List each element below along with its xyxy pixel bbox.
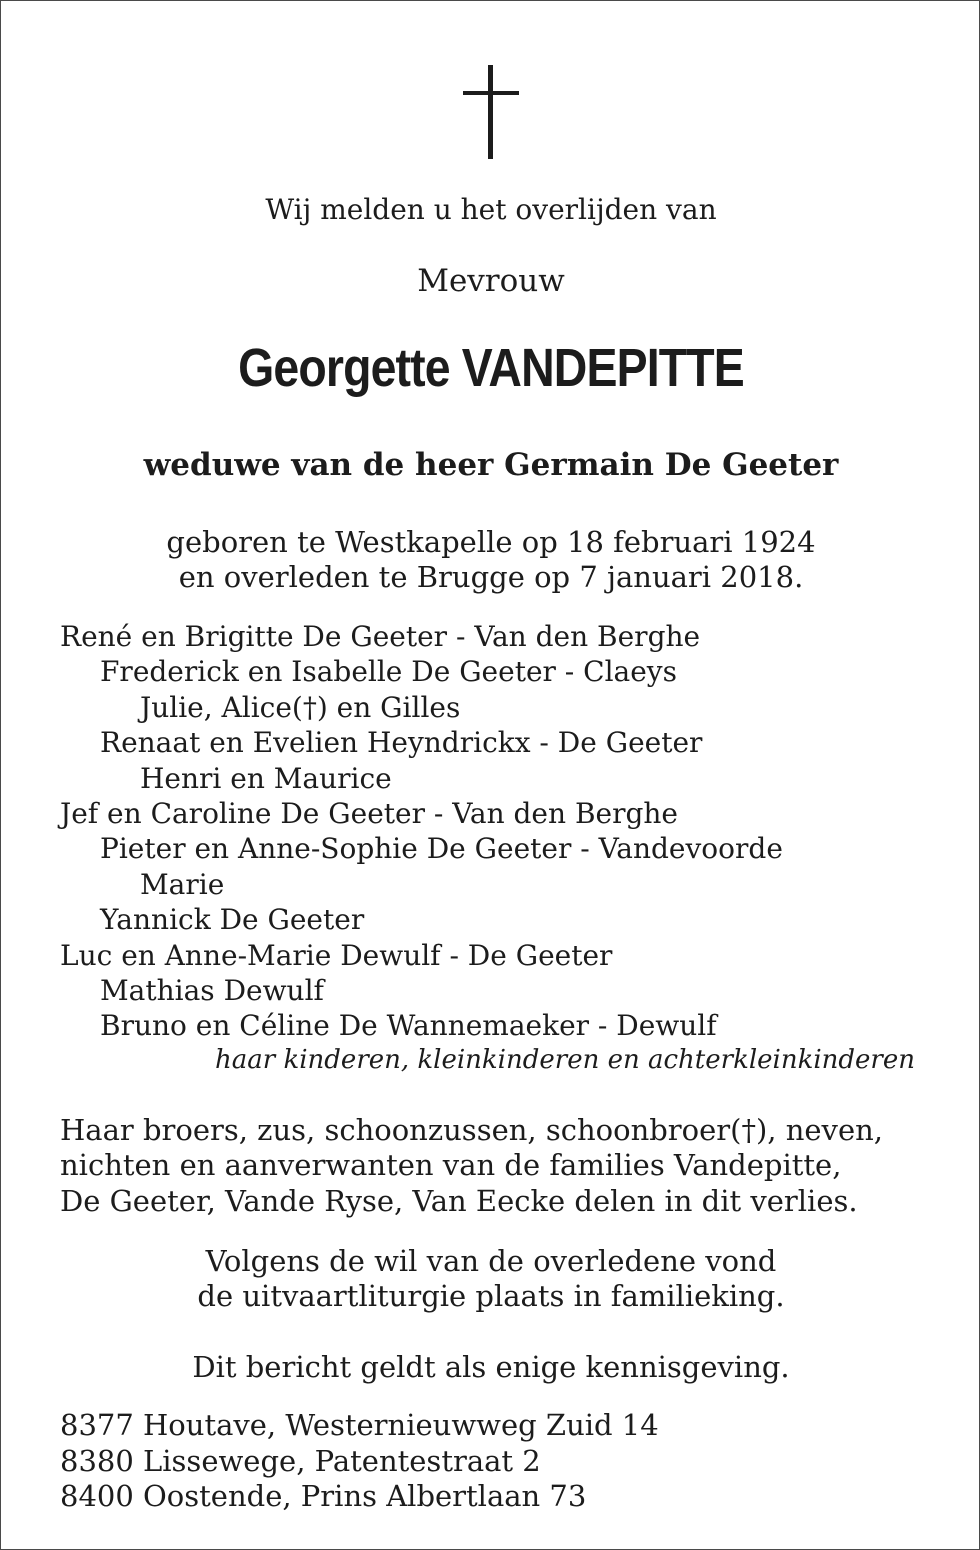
relatives-line: De Geeter, Vande Ryse, Van Eecke delen in dit verlies. bbox=[60, 1183, 858, 1218]
family-member: Bruno en Céline De Wannemaeker - Dewulf bbox=[100, 1009, 717, 1043]
family-member: Mathias Dewulf bbox=[100, 974, 324, 1008]
funeral-note bbox=[1, 1244, 980, 1314]
notice-text: Dit bericht geldt als enige kennisgeving. bbox=[192, 1350, 790, 1384]
funeral-line: Volgens de wil van de overledene vond bbox=[205, 1244, 777, 1278]
address-list bbox=[60, 1408, 659, 1515]
family-caption: haar kinderen, kleinkinderen en achterkleinkinderen bbox=[215, 1045, 915, 1075]
family-member: Henri en Maurice bbox=[140, 761, 392, 795]
deceased-name: Georgette VANDEPITTE bbox=[238, 338, 744, 398]
salutation: Mevrouw bbox=[417, 263, 565, 299]
relatives-line: Haar broers, zus, schoonzussen, schoonbroer(†), neven, bbox=[60, 1113, 884, 1147]
family-member: Jef en Caroline De Geeter - Van den Berghe bbox=[60, 797, 678, 831]
intro-text: Wij melden u het overlijden van bbox=[265, 193, 717, 226]
address-line: 8377 Houtave, Westernieuwweg Zuid 14 bbox=[60, 1408, 659, 1442]
address-line: 8380 Lissewege, Patentestraat 2 bbox=[60, 1443, 541, 1478]
family-member: Luc en Anne-Marie Dewulf - De Geeter bbox=[60, 938, 613, 972]
birth-line: geboren te Westkapelle op 18 februari 1924 bbox=[166, 525, 816, 559]
family-list bbox=[60, 619, 783, 1044]
family-member: Marie bbox=[140, 867, 225, 901]
relatives-line: nichten en aanverwanten van de families Vandepitte, bbox=[60, 1148, 842, 1183]
death-line: en overleden te Brugge op 7 januari 2018. bbox=[178, 560, 804, 594]
family-member: Julie, Alice(†) en Gilles bbox=[140, 690, 461, 724]
family-member: Pieter en Anne-Sophie De Geeter - Vandevoorde bbox=[100, 832, 783, 866]
family-member: Frederick en Isabelle De Geeter - Claeys bbox=[100, 655, 677, 689]
funeral-line: de uitvaartliturgie plaats in familieking. bbox=[197, 1279, 785, 1313]
relatives-paragraph bbox=[60, 1113, 883, 1219]
family-member: Yannick De Geeter bbox=[100, 903, 365, 937]
birth-death-block bbox=[1, 525, 980, 595]
cross-icon bbox=[463, 65, 519, 159]
widow-of-text: weduwe van de heer Germain De Geeter bbox=[143, 447, 839, 483]
address-line: 8400 Oostende, Prins Albertlaan 73 bbox=[60, 1479, 587, 1513]
family-member: René en Brigitte De Geeter - Van den Berghe bbox=[60, 620, 701, 653]
family-member: Renaat en Evelien Heyndrickx - De Geeter bbox=[100, 726, 703, 760]
